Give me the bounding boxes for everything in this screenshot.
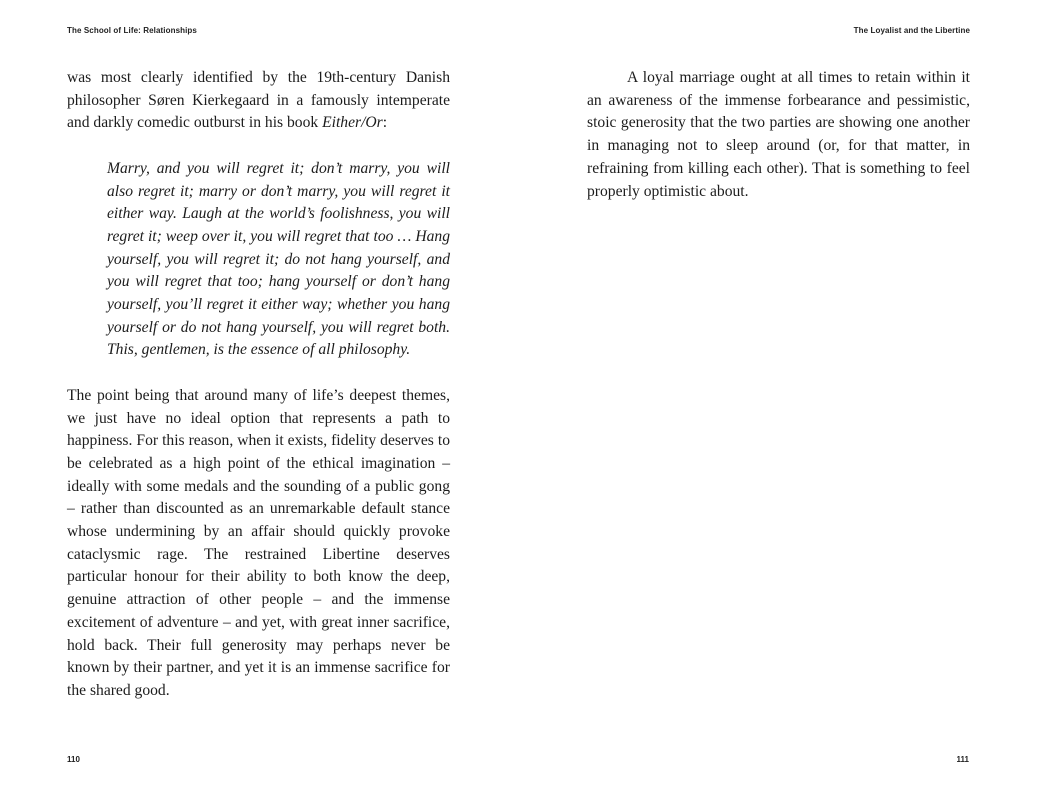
right-page-body [587, 67, 970, 203]
paragraph-loyal-marriage: A loyal marriage ought at all times to retain within it an awareness of the immense forbearance and pessimistic, stoic generosity that the two parties are showing one another in managing not to sleep around (or, for that matter, in refraining from killing each other). That is something to feel properly optimistic about. [587, 69, 970, 200]
page-number-right: 111 [956, 755, 969, 764]
running-head-left: The School of Life: Relationships [67, 26, 197, 35]
running-head-right: The Loyalist and the Libertine [853, 26, 970, 35]
block-quote-kierkegaard: Marry, and you will regret it; don’t marry, you will also regret it; marry or don’t marry, you will regret it either way. Laugh at the world’s foolishness, you will regret it; weep over it, you will regret that too … Hang yourself, you will regret it; do not hang yourself, and you will regret that too; hang yourself or don’t hang yourself, you’ll regret it either way; whether you hang yourself or do not hang yourself, you will regret both. This, gentlemen, is the essence of all philosophy. [107, 159, 450, 359]
paragraph-fidelity: The point being that around many of life’s deepest themes, we just have no ideal option that represents a path to happiness. For this reason, when it exists, fidelity deserves to be celebrated as a high point of the ethical imagination – ideally with some medals and the sounding of a public gong – rather than discounted as an unremarkable default stance whose undermining by an affair should quickly provoke cataclysmic rage. The restrained Libertine deserves particular honour for their ability to both know the deep, genuine attraction of other people – and the immense excitement of adventure – and yet, with great inner sacrifice, hold back. Their full generosity may perhaps never be known by their partner, and yet it is an immense sacrifice for the shared good. [67, 386, 450, 699]
paragraph-text: was most clearly identified by the 19th-century Danish philosopher Søren Kierkegaard in a famously intemperate and darkly comedic outburst in his book [67, 69, 450, 132]
paragraph-kierkegaard-intro [67, 67, 450, 135]
page-number-left: 110 [67, 755, 80, 764]
right-page [519, 0, 1038, 795]
book-title-either-or: Either/Or [322, 114, 383, 132]
left-page-body [67, 67, 450, 703]
paragraph-text-end: : [382, 114, 388, 132]
